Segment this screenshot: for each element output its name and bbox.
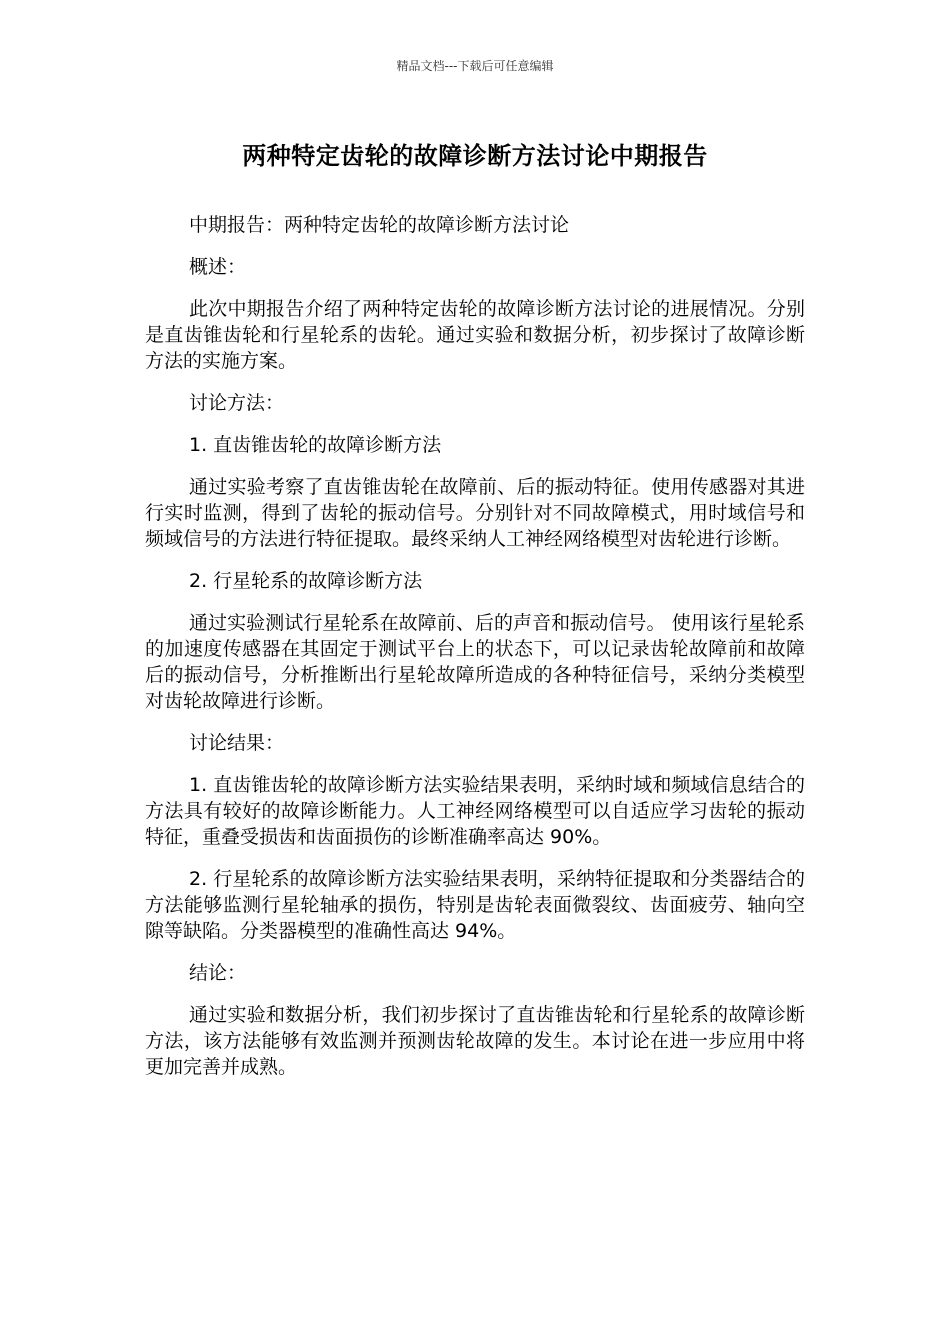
paragraph-result-2: 2. 行星轮系的故障诊断方法实验结果表明，采纳特征提取和分类器结合的方法能够监测行星轮轴承的损伤，特别是齿轮表面微裂纹、齿面疲劳、轴向空隙等缺陷。分类器模型的准确性高达 94%。 xyxy=(145,868,805,942)
heading-overview: 概述： xyxy=(189,256,247,278)
document-body xyxy=(145,212,805,1096)
paragraph-method-2: 通过实验测试行星轮系在故障前、后的声音和振动信号。 使用该行星轮系的加速度传感器在其固定于测试平台上的状态下，可以记录齿轮故障前和故障后的振动信号，分析推断出行星轮故障所造成的各种特征信号，采纳分类模型对齿轮故障进行诊断。 xyxy=(145,612,805,712)
header-note: 精品文档---下载后可任意编辑 xyxy=(396,59,554,73)
subheading-method-1: 1. 直齿锥齿轮的故障诊断方法 xyxy=(189,434,442,456)
paragraph-subtitle: 中期报告：两种特定齿轮的故障诊断方法讨论 xyxy=(189,214,570,236)
document-title: 两种特定齿轮的故障诊断方法讨论中期报告 xyxy=(242,142,708,170)
subheading-method-2: 2. 行星轮系的故障诊断方法 xyxy=(189,570,423,592)
heading-methods: 讨论方法： xyxy=(189,392,285,414)
paragraph-overview: 此次中期报告介绍了两种特定齿轮的故障诊断方法讨论的进展情况。分别是直齿锥齿轮和行星轮系的齿轮。通过实验和数据分析，初步探讨了故障诊断方法的实施方案。 xyxy=(145,298,805,372)
paragraph-method-1: 通过实验考察了直齿锥齿轮在故障前、后的振动特征。使用传感器对其进行实时监测，得到了齿轮的振动信号。分别针对不同故障模式，用时域信号和频域信号的方法进行特征提取。最终采纳人工神经网络模型对齿轮进行诊断。 xyxy=(145,476,805,550)
paragraph-result-1: 1. 直齿锥齿轮的故障诊断方法实验结果表明，采纳时域和频域信息结合的方法具有较好的故障诊断能力。人工神经网络模型可以自适应学习齿轮的振动特征，重叠受损齿和齿面损伤的诊断准确率高达 90%。 xyxy=(145,774,805,848)
heading-conclusion: 结论： xyxy=(189,962,247,984)
heading-results: 讨论结果： xyxy=(189,732,285,754)
paragraph-conclusion: 通过实验和数据分析，我们初步探讨了直齿锥齿轮和行星轮系的故障诊断方法，该方法能够有效监测并预测齿轮故障的发生。本讨论在进一步应用中将更加完善并成熟。 xyxy=(145,1004,805,1078)
